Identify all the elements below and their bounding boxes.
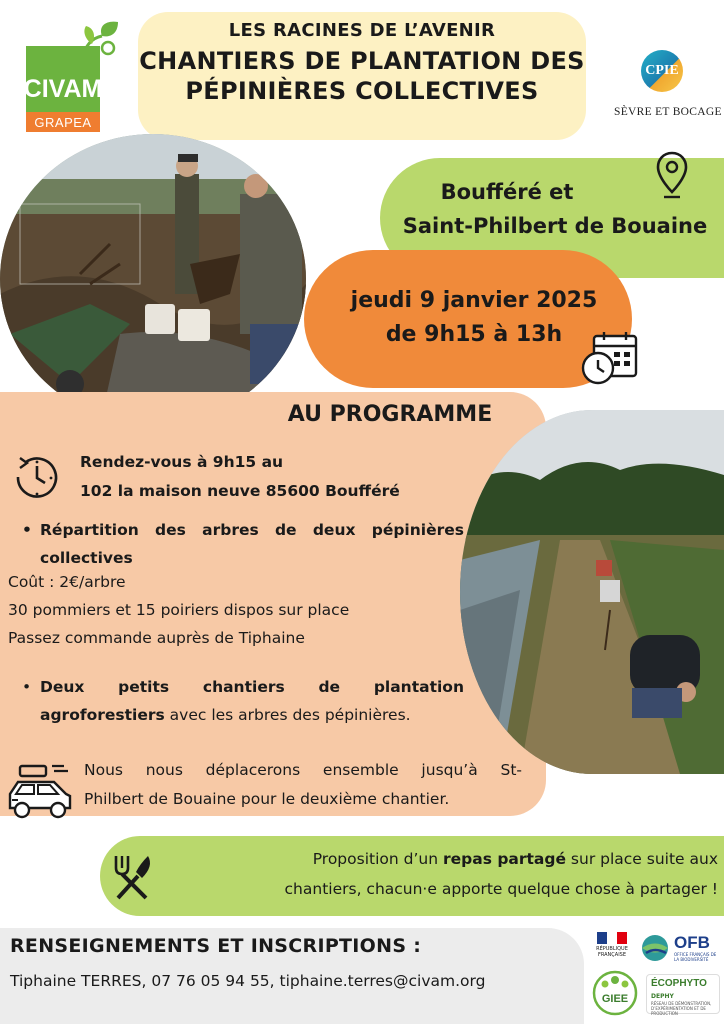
ofb-logo bbox=[640, 932, 720, 964]
meal-pre: Proposition d’un bbox=[312, 850, 443, 868]
grapea-wordmark: GRAPEA bbox=[26, 112, 100, 132]
meeting-point bbox=[80, 448, 460, 506]
french-flag-icon bbox=[597, 932, 627, 944]
event-title-line1: CHANTIERS DE PLANTATION DES bbox=[139, 47, 585, 75]
ecophyto-logo bbox=[646, 974, 720, 1014]
giee-wordmark: GIEE bbox=[601, 993, 629, 1005]
meal-post: sur place suite aux bbox=[566, 850, 718, 868]
car-icon bbox=[4, 760, 76, 826]
civam-logo bbox=[23, 46, 103, 132]
ecophyto-subtitle: RÉSEAU DE DÉMONSTRATION, D’EXPÉRIMENTATION ET DE PRODUCTION bbox=[651, 1001, 712, 1016]
distribution-text: • Répartition des arbres de deux pépinières collectives bbox=[22, 516, 464, 572]
ofb-subtitle: OFFICE FRANÇAIS DE LA BIODIVERSITÉ bbox=[674, 952, 717, 962]
cpie-logo bbox=[614, 50, 722, 120]
travel-line2: Philbert de Bouaine pour le deuxième chantier. bbox=[84, 790, 450, 808]
date-line1: jeudi 9 janvier 2025 bbox=[350, 288, 598, 313]
travel-info bbox=[84, 756, 522, 814]
location-line2: Saint-Philbert de Bouaine bbox=[402, 214, 708, 238]
planting-bold-b: agroforestiers bbox=[40, 706, 165, 724]
planting-rest: avec les arbres des pépinières. bbox=[164, 706, 411, 724]
stopwatch-icon bbox=[10, 452, 64, 502]
program-item-planting bbox=[22, 673, 464, 729]
meeting-time: Rendez-vous à 9h15 au bbox=[80, 453, 284, 471]
ecophyto-dephy: DEPHY bbox=[651, 993, 674, 1000]
meeting-address: 102 la maison neuve 85600 Boufféré bbox=[80, 482, 400, 500]
travel-line1: Nous nous déplacerons ensemble jusqu’à St- bbox=[84, 761, 522, 779]
cpie-subtitle: SÈVRE ET BOCAGE bbox=[614, 106, 722, 118]
planting-photo bbox=[460, 410, 724, 774]
contact-title: RENSEIGNEMENTS ET INSCRIPTIONS : bbox=[10, 935, 422, 957]
cpie-mark: CPIE bbox=[641, 50, 683, 92]
meal-line2: chantiers, chacun·e apporte quelque chose à partager ! bbox=[284, 880, 718, 898]
order-line: Passez commande auprès de Tiphaine bbox=[8, 629, 305, 647]
cost-line: Coût : 2€/arbre bbox=[8, 573, 126, 591]
civam-wordmark: CIVAM bbox=[26, 46, 100, 112]
event-subtitle: LES RACINES DE L’AVENIR bbox=[228, 20, 496, 41]
fork-knife-icon bbox=[110, 852, 156, 902]
event-date bbox=[324, 284, 624, 352]
ecophyto-wordmark: ÉCOPHYTO bbox=[651, 978, 707, 989]
location-line1: Boufféré et bbox=[440, 180, 574, 204]
event-location bbox=[395, 175, 715, 243]
program-item-distribution bbox=[22, 516, 464, 572]
ofb-wordmark: OFB bbox=[674, 933, 710, 952]
giee-logo bbox=[592, 970, 638, 1016]
ofb-globe-icon bbox=[640, 933, 670, 963]
contact-details: Tiphaine TERRES, 07 76 05 94 55, tiphaine.terres@civam.org bbox=[10, 972, 486, 990]
republique-francaise-logo bbox=[590, 930, 634, 964]
date-line2: de 9h15 à 13h bbox=[385, 322, 563, 347]
program-title: AU PROGRAMME bbox=[287, 402, 493, 427]
calendar-clock-icon bbox=[580, 330, 640, 386]
event-title-line2: PÉPINIÈRES COLLECTIVES bbox=[185, 77, 539, 105]
title-banner bbox=[138, 12, 586, 140]
planting-bold-a: • Deux petits chantiers de plantation bbox=[40, 678, 464, 696]
distribution-details bbox=[8, 568, 458, 652]
republique-text: RÉPUBLIQUE FRANÇAISE bbox=[596, 946, 628, 958]
trees-available-line: 30 pommiers et 15 poiriers dispos sur place bbox=[8, 601, 350, 619]
meal-bold: repas partagé bbox=[442, 850, 566, 868]
nursery-photo bbox=[0, 134, 306, 424]
shared-meal-info bbox=[160, 844, 722, 904]
